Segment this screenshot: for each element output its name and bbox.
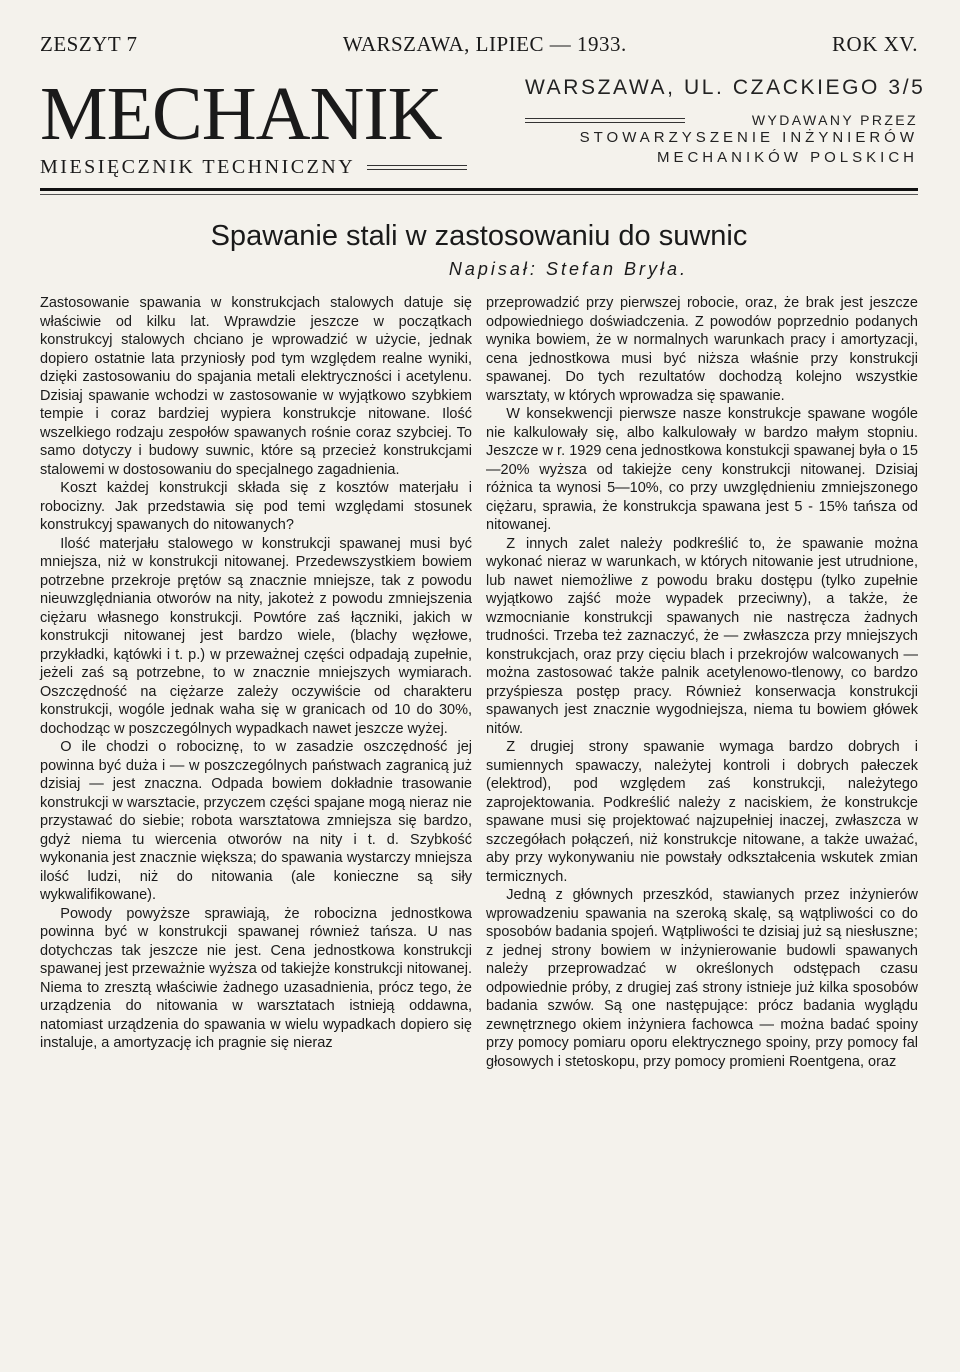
paragraph: Powody powyższe sprawiają, że robocizna jednostkowa powinna być w konstrukcji spawanej również tańsza. U nas dotychczas tak jeszcze nie jest. Cena jednostkowa konstrukcji spawanej jest przeważnie wyższa od takiejże konstrukcji nitowanej. Niema to zresztą właściwie żadnego uzasadnienia, prócz tego, że urządzenia do nitowania w warsztatach istnieją oddawna, natomiast urządzenia do spawania w wielu wypadkach dopiero się instaluje, a amortyzację ich pragnie się nieraz xyxy=(40,905,472,1051)
association-line-1: STOWARZYSZENIE INŻYNIERÓW xyxy=(579,129,918,146)
decorative-rule xyxy=(367,165,467,170)
issue-header xyxy=(40,0,918,62)
decorative-rule xyxy=(525,118,685,123)
paragraph: Zastosowanie spawania w konstrukcjach stalowych datuje się właściwie od kilku lat. Wprawdzie jeszcze w początkach konstrukcyj stalowych chciano je wprowadzić w użycie, jednak dopiero ostatnie lata przyniosły pod tym względem realne wyniki, dzięki zastosowaniu do spajania metali elektryczności i acetylenu. Dzisiaj spawanie wchodzi w zastosowanie w wyjątkowo szybkiem tempie i coraz bardziej wypiera konstrukcje nitowane. Ilość wszelkiego rodzaju zespołów spawanych rośnie coraz szybciej. To samo dotyczy i budowy suwnic, które są przecież konstrukcjami stalowemi w dostosowaniu do specjalnego zagadnienia. xyxy=(40,295,472,478)
paragraph: O ile chodzi o robociznę, to w zasadzie oszczędność jej powinna być duża i — w poszczególnych państwach zagranicą już dzisiaj — jest znaczna. Odpada bowiem dokładnie trasowanie konstrukcji w warsztacie, przyczem części spajane mogą nieraz nie przystawać do siebie; robota warsztatowa zmniejsza się bardzo, gdyż niema tu wiercenia otworów na nity i t. d. Szybkość wykonania jest znacznie większa; do spawania wystarczy mniejsza ilość ludzi, niż do nitowania (ale konieczne są siły wykwalifikowane). xyxy=(40,739,472,903)
paragraph: Z drugiej strony spawanie wymaga bardzo dobrych i sumiennych spawaczy, należytej kontroli i dobrych pałeczek (elektrod), pod względem zaś konstrukcji, należytego zaprojektowania. Podkreślić należy z naciskiem, że konstrukcje spawane musi się projektować najzupełniej inaczej, zwłaszcza w szczegółach połączeń, niż konstrukcje nitowane, a także uważać, aby przy wykonywaniu nie powstały odkształcenia wskutek zmian termicznych. xyxy=(486,739,918,885)
paragraph: Ilość materjału stalowego w konstrukcji spawanej musi być mniejsza, niż w konstrukcji nitowanej. Przedewszystkiem bowiem potrzebne przekroje prętów są znacznie mniejsze, tak z powodu nieuwzględniania otworów na nity, jakoteż z powodu zmniejszenia ciężaru własnego konstrukcji. Powtóre zaś łączniki, jakich w konstrukcji nitowanej jest bardzo wiele, (blachy węzłowe, przykładki, kątówki i t. p.) w przeważnej części odpadają zupełnie, jeżeli zaś są potrzebne, to w znacznie mniejszych wymiarach. Oszczędność na ciężarze zależy oczywiście od charakteru konstrukcji, wogóle jednak waha się w granicach od 10 do 30%, dochodząc w poszczególnych wypadkach nawet jeszcze wyżej. xyxy=(40,535,472,737)
published-by: WYDAWANY PRZEZ xyxy=(751,112,918,128)
issue-number: ZESZYT 7 xyxy=(40,32,138,56)
paragraph: Z innych zalet należy podkreślić to, że spawanie można wykonać nieraz w warunkach, w których nitowanie jest utrudnione, lub nawet niemożliwe z powodu braku dostępu (tylko zupełnie wyjątkowo zajść może wypadek przeciwny), a także, że wzmocnianie konstrukcji spawanych nie nastręcza żadnych trudności. Trzeba też zaznaczyć, że — zwłaszcza przy mniejszych konstrukcjach, oraz przy cięciu blach i przekrojów walcowanych — można zastosować także palnik acetylenowo-tlenowy, co bardzo przyśpiesza postęp pracy. Również konserwacja konstrukcji spawanych jest znacznie wygodniejsza, niema tu bowiem główek nitów. xyxy=(486,535,918,737)
magazine-title: MECHANIK xyxy=(40,72,442,156)
association-line-2: MECHANIKÓW POLSKICH xyxy=(656,149,918,166)
paragraph: przeprowadzić przy pierwszej robocie, oraz, że brak jest jeszcze odpowiedniego doświadczenia. Z powodów poprzednio podanych wynika bowiem, że w normalnych warunkach pracy i amortyzacji, cena jednostkowa musi być niższa właśnie przy konstrukcji spawanej. Do tych rezultatów dochodzą kolejno wszystkie warsztaty, w których wprowadza się spawanie. xyxy=(486,295,918,404)
paragraph: W konsekwencji pierwsze nasze konstrukcje spawane wogóle nie kalkulowały się, albo kalkulowały w bardzo małym stopniu. Jeszcze w r. 1929 cena jednostkowa konstukcji spawanej była o 15—20% wyższa od takiejże ceny konstrukcji nitowanej. Dzisiaj różnica ta wynosi 5—10%, co przy uwzględnieniu zmniejszonego ciężaru, sprawia, że konstrukcja spawana jest 5 - 15% tańsza od nitowanej. xyxy=(486,406,918,533)
publisher-address: WARSZAWA, UL. CZACKIEGO 3/5 xyxy=(525,76,926,99)
right-column xyxy=(486,294,918,1071)
place-date: WARSZAWA, LIPIEC — 1933. xyxy=(342,32,627,56)
masthead xyxy=(40,62,926,212)
left-column xyxy=(40,294,472,1071)
article-byline: Napisał: Stefan Bryła. xyxy=(448,259,688,279)
magazine-subtitle: MIESIĘCZNIK TECHNICZNY xyxy=(40,156,356,178)
header-divider-thin xyxy=(40,194,918,195)
article-title: Spawanie stali w zastosowaniu do suwnic xyxy=(210,220,748,252)
article-body xyxy=(40,294,918,1071)
published-by-row xyxy=(525,112,918,128)
header-divider xyxy=(40,188,918,191)
paragraph: Jedną z głównych przeszkód, stawianych przez inżynierów wprowadzeniu spawania na szeroką skalę, są wątpliwości co do sposobów badania spojeń. Wątpliwości te dzisiaj już są niesłuszne; z jednej strony bowiem w inżynierowanie budowli spawanych należy przeprowadzać w określonych odstępach czasu odpowiednie próby, z drugiej zaś strony istnieje już kilka sposobów badania szwów. Są one następujące: prócz badania wyglądu zewnętrznego okiem inżyniera fachowca — można badać spoiny przy pomocy pomiaru oporu elektrycznego spoiny, przy pomocy fal głosowych i stetoskopu, przy pomocy promieni Roentgena, oraz xyxy=(486,887,918,1070)
publisher-block xyxy=(525,76,926,168)
magazine-subtitle-row xyxy=(40,156,467,179)
year: ROK XV. xyxy=(832,32,918,56)
brand-block xyxy=(40,72,467,179)
paragraph: Koszt każdej konstrukcji składa się z kosztów materjału i robocizny. Jak przedstawia się pod temi względami stosunek konstrukcyj spawanych do nitowanych? xyxy=(40,480,472,533)
